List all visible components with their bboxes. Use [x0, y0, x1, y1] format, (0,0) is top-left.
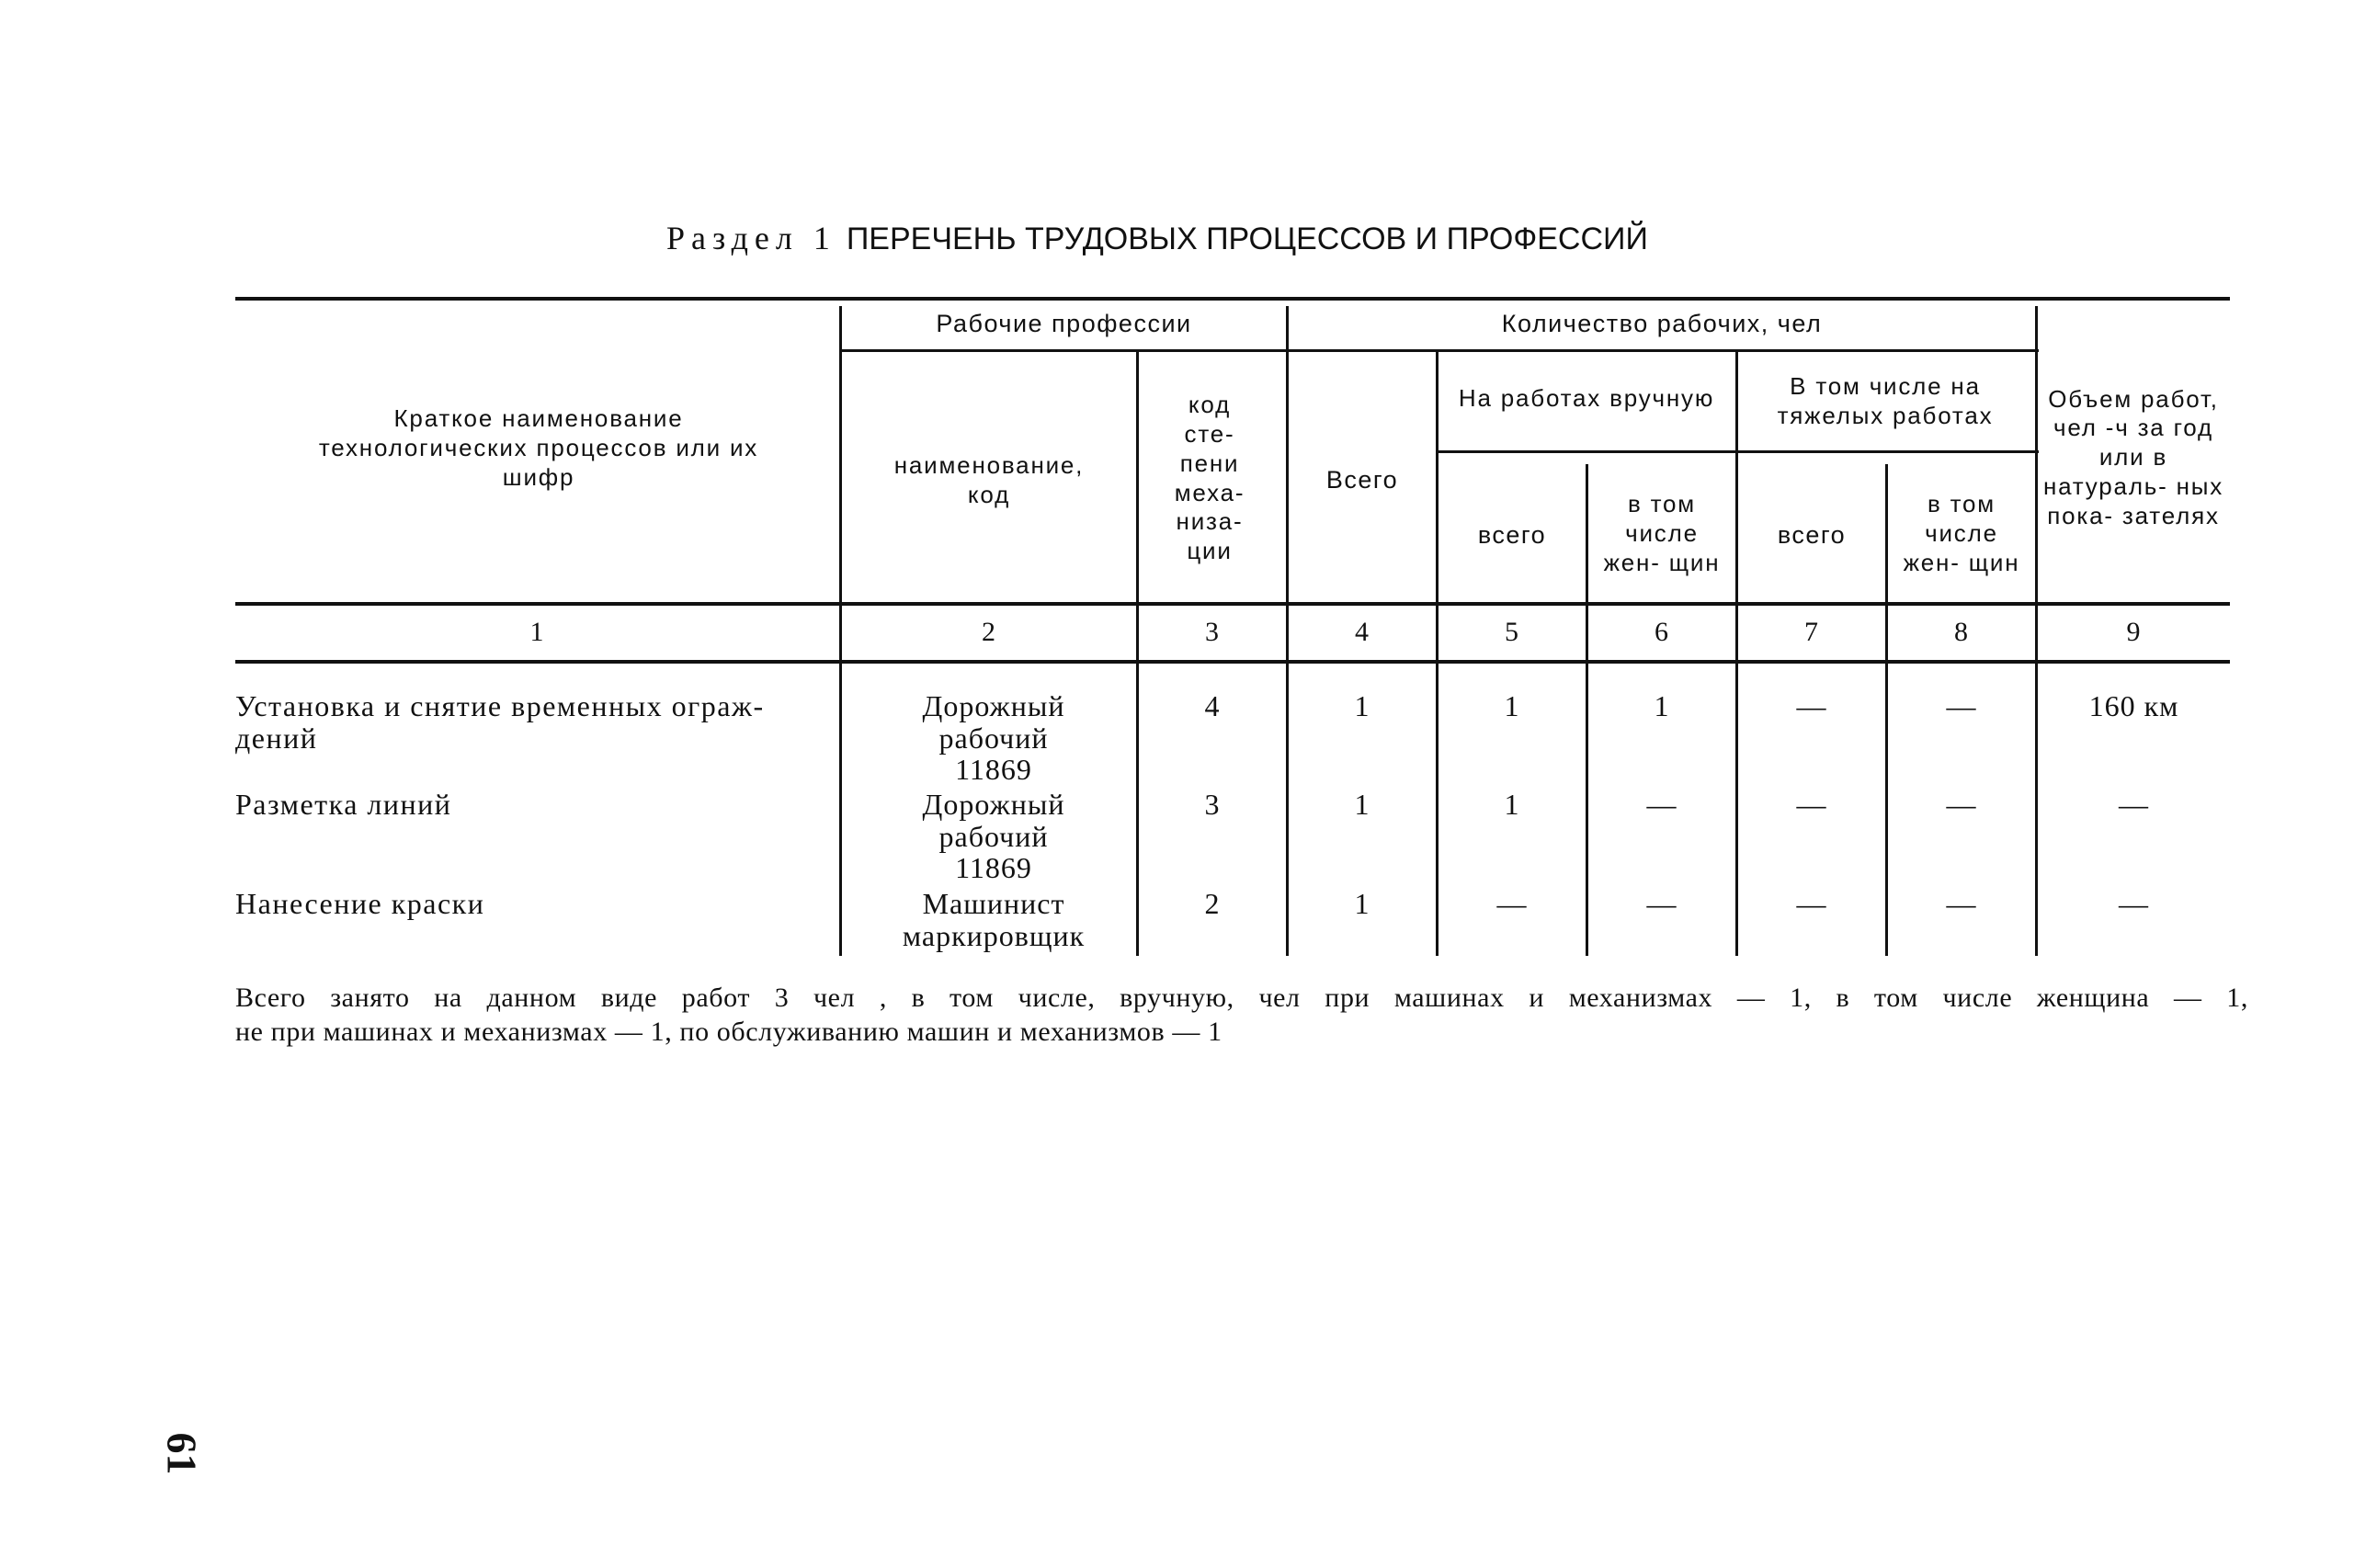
column-number: 7: [1804, 617, 1819, 648]
summary-note: [235, 982, 2248, 1049]
column-number: 9: [2126, 617, 2142, 648]
row3-total: 1: [1354, 887, 1370, 920]
column-number: 2: [982, 617, 996, 648]
header-process-name: Краткое наименование технологических процессов или их шифр: [318, 404, 759, 491]
summary-line-1: Всего занято на данном виде работ 3 чел , в том числе, вручную, чел при машинах и механизмах — 1, в том числе женщина — 1,: [235, 983, 2248, 1013]
page-title: [666, 219, 1648, 257]
row3-profession: Машинист маркировщик: [902, 887, 1086, 952]
column-number: 3: [1205, 617, 1220, 648]
column-number: 8: [1954, 617, 1969, 648]
column-number: 4: [1355, 617, 1370, 648]
header-volume: Объем работ, чел -ч за год или в натураль- ных пока- зателях: [2042, 384, 2224, 529]
row1-mech-code: 4: [1204, 689, 1221, 722]
header-heavy-group: В том числе на тяжелых работах: [1777, 372, 1994, 429]
row2-volume: —: [2119, 788, 2149, 821]
title-lead: Раздел: [666, 220, 799, 256]
row3-mech-code: 2: [1204, 887, 1221, 920]
column-number: 5: [1505, 617, 1519, 648]
row2-process: Разметка линий: [235, 788, 452, 821]
header-mechanization-code: код сте- пени меха- низа- ции: [1174, 391, 1245, 564]
header-manual-total: всего: [1477, 521, 1547, 550]
row3-volume: —: [2119, 887, 2149, 920]
row2-heavy-women: —: [1946, 788, 1977, 821]
row2-manual-women: —: [1646, 788, 1677, 821]
row1-profession: Дорожный рабочий 11869: [922, 689, 1065, 787]
row1-process: Установка и снятие временных ограж- дений: [235, 689, 765, 755]
header-workers-group: Количество рабочих, чел: [1501, 310, 1823, 338]
rule-below-column-numbers: [235, 660, 2230, 664]
row3-process: Нанесение краски: [235, 887, 485, 920]
row1-manual-total: 1: [1504, 689, 1520, 722]
header-heavy-total: всего: [1777, 521, 1847, 550]
row1-heavy-total: —: [1796, 689, 1827, 722]
header-manual-women: в том числе жен- щин: [1603, 490, 1721, 576]
header-heavy-women: в том числе жен- щин: [1903, 490, 2020, 576]
row1-volume: 160 км: [2088, 689, 2179, 722]
row1-manual-women: 1: [1654, 689, 1670, 722]
row3-manual-total: —: [1496, 887, 1528, 920]
process-table: [235, 297, 2230, 956]
summary-line-2: не при машинах и механизмах — 1, по обслуживанию машин и механизмов — 1: [235, 1016, 1222, 1047]
row2-mech-code: 3: [1204, 788, 1221, 821]
column-number: 6: [1655, 617, 1669, 648]
page-number: 61: [158, 1432, 206, 1475]
header-total: Всего: [1325, 466, 1399, 494]
row2-profession: Дорожный рабочий 11869: [922, 788, 1065, 885]
header-profession-name: наименование, код: [893, 451, 1085, 508]
row1-total: 1: [1354, 689, 1370, 722]
rule-under-group-headers: [842, 349, 2039, 352]
column-number: 1: [529, 617, 545, 648]
title-number: 1: [813, 220, 830, 256]
row3-manual-women: —: [1646, 887, 1677, 920]
header-manual-group: На работах вручную: [1458, 384, 1715, 413]
title-text: ПЕРЕЧЕНЬ ТРУДОВЫХ ПРОЦЕССОВ И ПРОФЕССИЙ: [846, 222, 1648, 256]
row1-heavy-women: —: [1946, 689, 1977, 722]
header-professions-group: Рабочие профессии: [936, 310, 1192, 338]
row3-heavy-total: —: [1796, 887, 1827, 920]
row3-heavy-women: —: [1946, 887, 1977, 920]
row2-manual-total: 1: [1504, 788, 1520, 821]
row2-heavy-total: —: [1796, 788, 1827, 821]
rule-under-subgroup-headers: [1439, 450, 2039, 453]
row2-total: 1: [1354, 788, 1370, 821]
